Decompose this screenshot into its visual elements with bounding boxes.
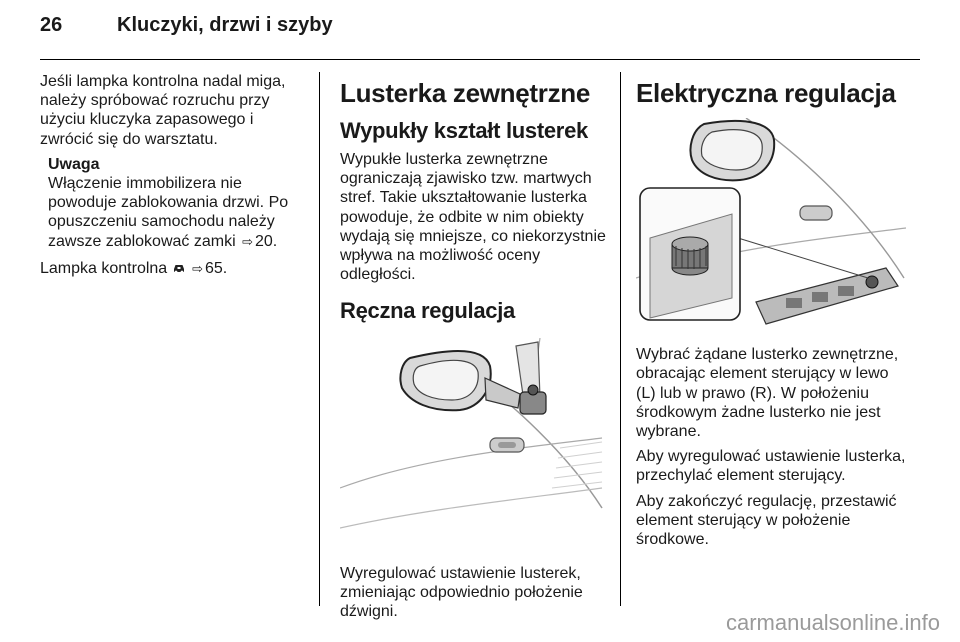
note-body: Włączenie immobilizera nie powoduje zablokowania drzwi. Po opuszczeniu samochodu należy zawsze zablokować zamki: [48, 175, 289, 250]
note-text: [48, 174, 308, 251]
mirror-lever-illustration: [340, 338, 604, 546]
subheading-convex-shape: Wypukły kształt lusterek: [340, 118, 588, 143]
manual-mirror-illustration: [340, 338, 604, 551]
electric-mirror-illustration: [636, 118, 906, 333]
select-mirror-paragraph: Wybrać żądane lusterko zewnętrzne, obracając element sterujący w lewo (L) lub w prawo (R). W położeniu środkowym żadne lusterko nie jest wybrane.: [636, 346, 899, 441]
lamp-paragraph: [40, 259, 308, 278]
header-divider: [40, 59, 920, 60]
column-divider-2: [620, 72, 621, 606]
page-ref-arrow-icon: ⇨: [192, 260, 203, 276]
note-page-ref[interactable]: 20.: [254, 232, 278, 250]
finish-adjustment-paragraph: Aby zakończyć regulację, przestawić element sterujący w położenie środkowe.: [636, 492, 897, 549]
immobilizer-paragraph: Jeśli lampka kontrolna nadal miga, należy spróbować rozruchu przy użyciu kluczyka zapasowego i zwrócić się do warsztatu.: [40, 73, 286, 148]
column-3: [636, 72, 906, 555]
adjust-mirror-paragraph: Aby wyregulować ustawienie lusterka, przechylać element sterujący.: [636, 448, 906, 485]
section-heading-exterior-mirrors: Lusterka zewnętrzne: [340, 78, 591, 108]
column-divider-1: [319, 72, 320, 606]
column-2: [340, 72, 606, 627]
convex-paragraph: Wypukłe lusterka zewnętrzne ograniczają zjawisko tzw. martwych stref. Takie ukształtowanie lusterka powoduje, że odbite w nim obiekty wydają się mniejsze, co niekorzystnie wpływa na możliwość oceny odległości.: [340, 151, 606, 284]
page-number: 26: [40, 14, 63, 36]
manual-adjustment-caption: Wyregulować ustawienie lusterek, zmieniając odpowiednio położenie dźwigni.: [340, 564, 583, 621]
note-title: Uwaga: [48, 155, 100, 173]
chapter-title: Kluczyki, drzwi i szyby: [117, 14, 333, 36]
page-header: [40, 14, 920, 48]
watermark: carmanualsonline.info: [725, 610, 940, 635]
lamp-page-ref[interactable]: 65.: [205, 259, 228, 277]
section-heading-electric-adjustment: Elektryczna regulacja: [636, 78, 896, 108]
lamp-text: Lampka kontrolna: [40, 259, 168, 277]
page-ref-arrow-icon: ⇨: [242, 233, 253, 249]
car-key-warning-icon: [172, 262, 186, 274]
note-box: [40, 155, 308, 251]
subheading-manual-adjustment: Ręczna regulacja: [340, 298, 515, 324]
mirror-switch-illustration: [636, 118, 906, 328]
column-1: [40, 72, 308, 284]
